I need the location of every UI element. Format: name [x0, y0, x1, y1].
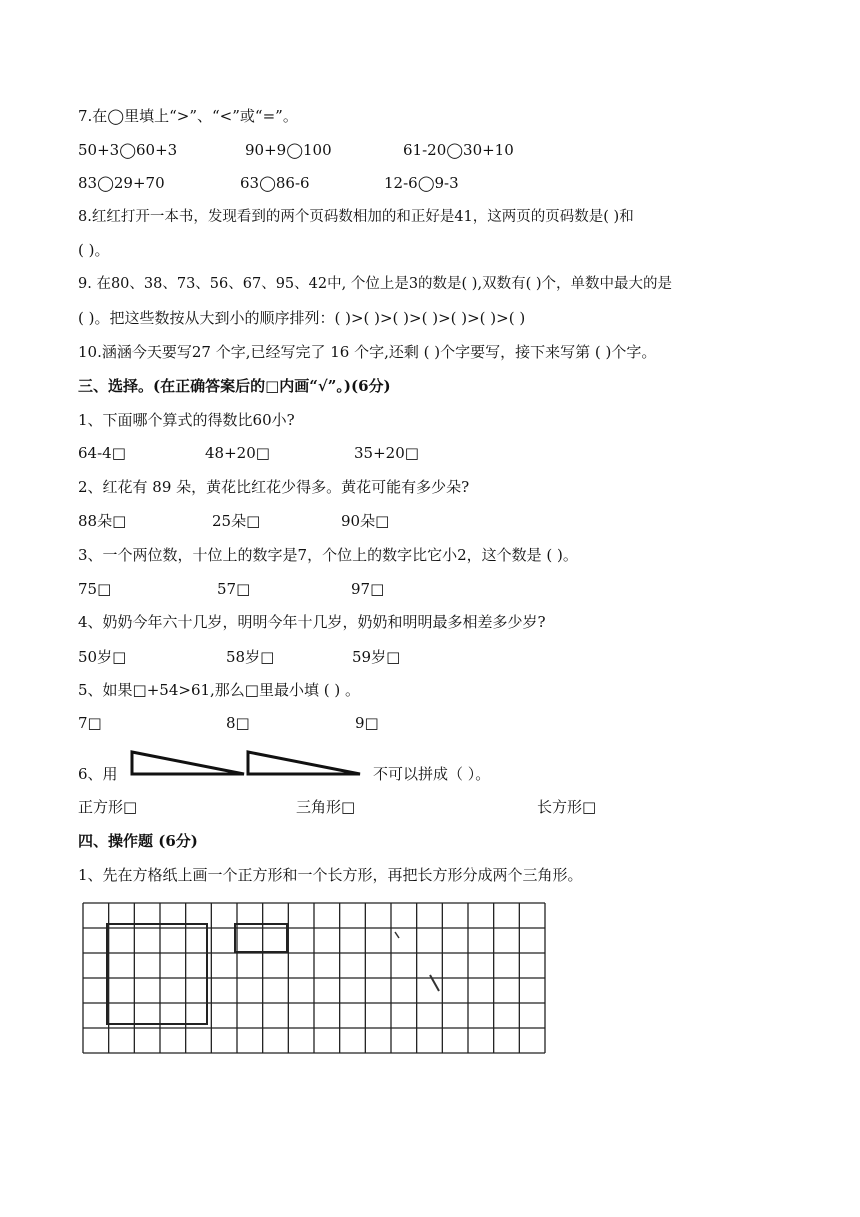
choice-question: 3、一个两位数，十位上的数字是7，个位上的数字比它小2，这个数是 ( )。 [78, 546, 578, 564]
q9-line1: 9. 在80、38、73、56、67、95、42中, 个位上是3的数是( ),双数有( )个，单数中最大的是 [78, 276, 672, 292]
q9-line2: ( )。把这些数按从大到小的顺序排列：( )>( )>( )>( )>( )>( )>( ) [78, 309, 526, 327]
section4-heading: 四、操作题 (6分) [78, 832, 198, 850]
q7-expr: 12-6◯9-3 [384, 174, 459, 192]
grid-lines [83, 903, 545, 1053]
grid-paper[interactable] [81, 901, 549, 1055]
choice-option: 8□ [226, 714, 250, 732]
choice-option: 25朵□ [212, 512, 261, 530]
choice-option: 57□ [217, 580, 251, 598]
section3-heading: 三、选择。(在正确答案后的□内画“√”。)(6分) [78, 377, 391, 395]
sketch-mark [395, 932, 399, 938]
q8-line2: ( )。 [78, 241, 110, 259]
choice-option: 88朵□ [78, 512, 127, 530]
q7-expr: 61-20◯30+10 [403, 141, 514, 159]
choice-option: 59岁□ [352, 648, 401, 666]
choice-option: 48+20□ [205, 444, 270, 462]
choice-option: 9□ [355, 714, 379, 732]
triangle-pair-figure [128, 748, 368, 780]
q10-line: 10.涵涵今天要写27 个字,已经写完了 16 个字,还剩 ( )个字要写，接下来写第 ( )个字。 [78, 343, 657, 361]
choice-option: 90朵□ [341, 512, 390, 530]
q6-suffix: 不可以拼成（ ）。 [373, 765, 491, 783]
sketch-square [107, 924, 207, 1024]
choice-option: 64-4□ [78, 444, 126, 462]
choice-option: 三角形□ [296, 798, 356, 816]
choice-option: 长方形□ [537, 798, 597, 816]
choice-question: 2、红花有 89 朵，黄花比红花少得多。黄花可能有多少朵? [78, 478, 470, 496]
q7-expr: 63◯86-6 [240, 174, 310, 192]
q7-title: 7.在◯里填上“>”、“<”或“=”。 [78, 107, 298, 125]
triangle-shape [248, 752, 360, 774]
choice-option: 58岁□ [226, 648, 275, 666]
choice-question: 4、奶奶今年六十几岁，明明今年十几岁，奶奶和明明最多相差多少岁? [78, 613, 546, 631]
choice-option: 50岁□ [78, 648, 127, 666]
q6-prefix: 6、用 [78, 765, 118, 783]
choice-option: 97□ [351, 580, 385, 598]
choice-question: 1、下面哪个算式的得数比60小? [78, 411, 295, 429]
q7-expr: 90+9◯100 [245, 141, 332, 159]
choice-option: 7□ [78, 714, 102, 732]
section4-question: 1、先在方格纸上画一个正方形和一个长方形，再把长方形分成两个三角形。 [78, 866, 583, 884]
choice-option: 正方形□ [78, 798, 138, 816]
choice-option: 35+20□ [354, 444, 419, 462]
q8-line1: 8.红红打开一本书，发现看到的两个页码数相加的和正好是41，这两页的页码数是( )和 [78, 209, 634, 225]
choice-question: 5、如果□+54>61,那么□里最小填 ( ) 。 [78, 681, 360, 699]
q7-expr: 50+3◯60+3 [78, 141, 178, 159]
choice-option: 75□ [78, 580, 112, 598]
triangle-shape [132, 752, 244, 774]
q7-expr: 83◯29+70 [78, 174, 165, 192]
